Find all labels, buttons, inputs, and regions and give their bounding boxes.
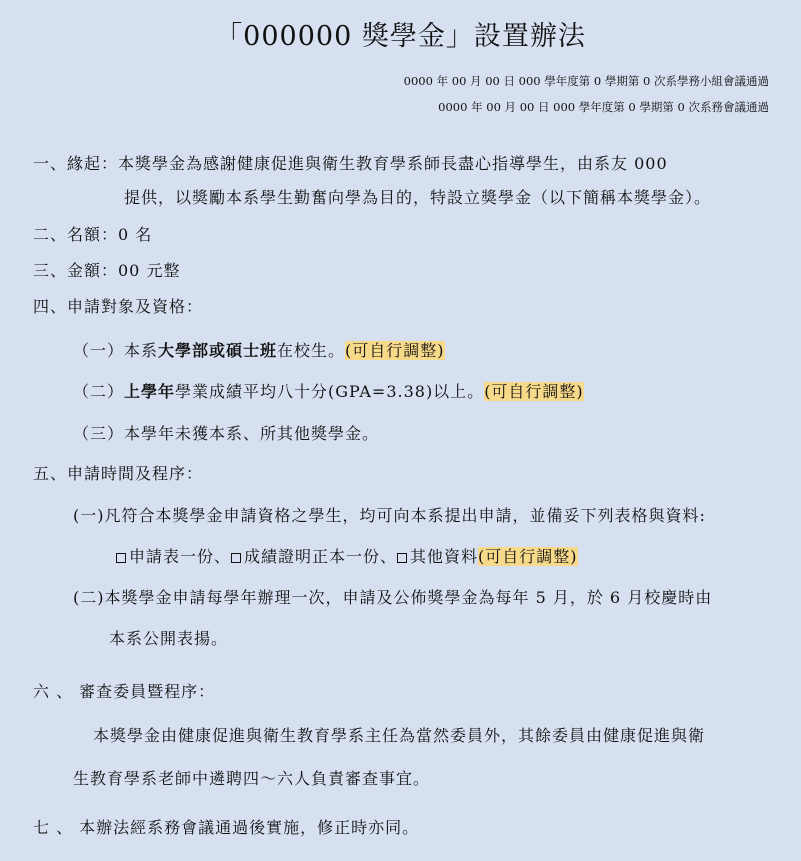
approval-note-1: 0000 年 00 月 00 日 000 學年度第 0 學期第 0 次系學務小組會議通過	[403, 74, 769, 88]
section-5-item-1: (一)凡符合本獎學金申請資格之學生，均可向本系提出申請，並備妥下列表格與資料:	[73, 506, 706, 525]
section-7-text: 七 、 本辦法經系務會議通過後實施，修正時亦同。	[33, 818, 420, 837]
checkbox-icon	[231, 553, 241, 563]
document-item: 其他資料	[410, 547, 479, 566]
document-title: 「000000 獎學金」設置辦法	[215, 21, 586, 52]
item-prefix: （二）	[73, 382, 125, 401]
adjustable-note: (可自行調整)	[484, 382, 584, 401]
required-documents	[116, 544, 578, 567]
approval-note-2: 0000 年 00 月 00 日 000 學年度第 0 學期第 0 次系務會議通過	[438, 100, 769, 114]
section-4-label: 四、申請對象及資格：	[33, 297, 204, 316]
section-4-item-3: （三）本學年未獲本系、所其他獎學金。	[73, 424, 380, 443]
section-5-label: 五、申請時間及程序：	[33, 464, 204, 483]
checkbox-icon	[397, 553, 407, 563]
section-5-item-2-line-2: 本系公開表揚。	[109, 629, 229, 648]
section-4-item-2	[73, 379, 584, 402]
section-1-line-2: 提供，以獎勵本系學生勤奮向學為目的，特設立獎學金（以下簡稱本獎學金）。	[124, 188, 712, 207]
adjustable-note: (可自行調整)	[345, 341, 445, 360]
adjustable-note: (可自行調整)	[478, 547, 578, 566]
section-2-quota: 二、名額：0 名	[33, 225, 153, 244]
section-1-text-1: 本獎學金為感謝健康促進與衛生教育學系師長盡心指導學生，由系友 000	[118, 154, 668, 173]
document-item: 申請表一份、	[129, 547, 232, 566]
section-5-item-2-line-1: (二)本獎學金申請每學年辦理一次，申請及公佈獎學金為每年 5 月，於 6 月校慶時由	[73, 588, 713, 607]
item-prefix: （一）本系	[73, 341, 159, 360]
section-1-label: 一、緣起：	[33, 154, 119, 173]
section-4-item-1	[73, 338, 445, 361]
item-text: 學業成績平均八十分(GPA=3.38)以上。	[175, 382, 485, 401]
item-emphasis: 大學部或碩士班	[158, 341, 278, 360]
section-6-line-2: 生教育學系老師中遴聘四～六人負責審查事宜。	[73, 769, 431, 788]
checkbox-icon	[116, 553, 126, 563]
section-6-line-1: 本獎學金由健康促進與衛生教育學系主任為當然委員外，其餘委員由健康促進與衛	[93, 726, 706, 745]
section-6-label: 六 、 審查委員暨程序：	[33, 682, 216, 701]
document-item: 成績證明正本一份、	[244, 547, 398, 566]
item-text: 在校生。	[277, 341, 346, 360]
section-1-line-1	[33, 151, 668, 174]
item-emphasis: 上學年	[124, 382, 176, 401]
section-3-amount: 三、金額：00 元整	[33, 261, 181, 280]
